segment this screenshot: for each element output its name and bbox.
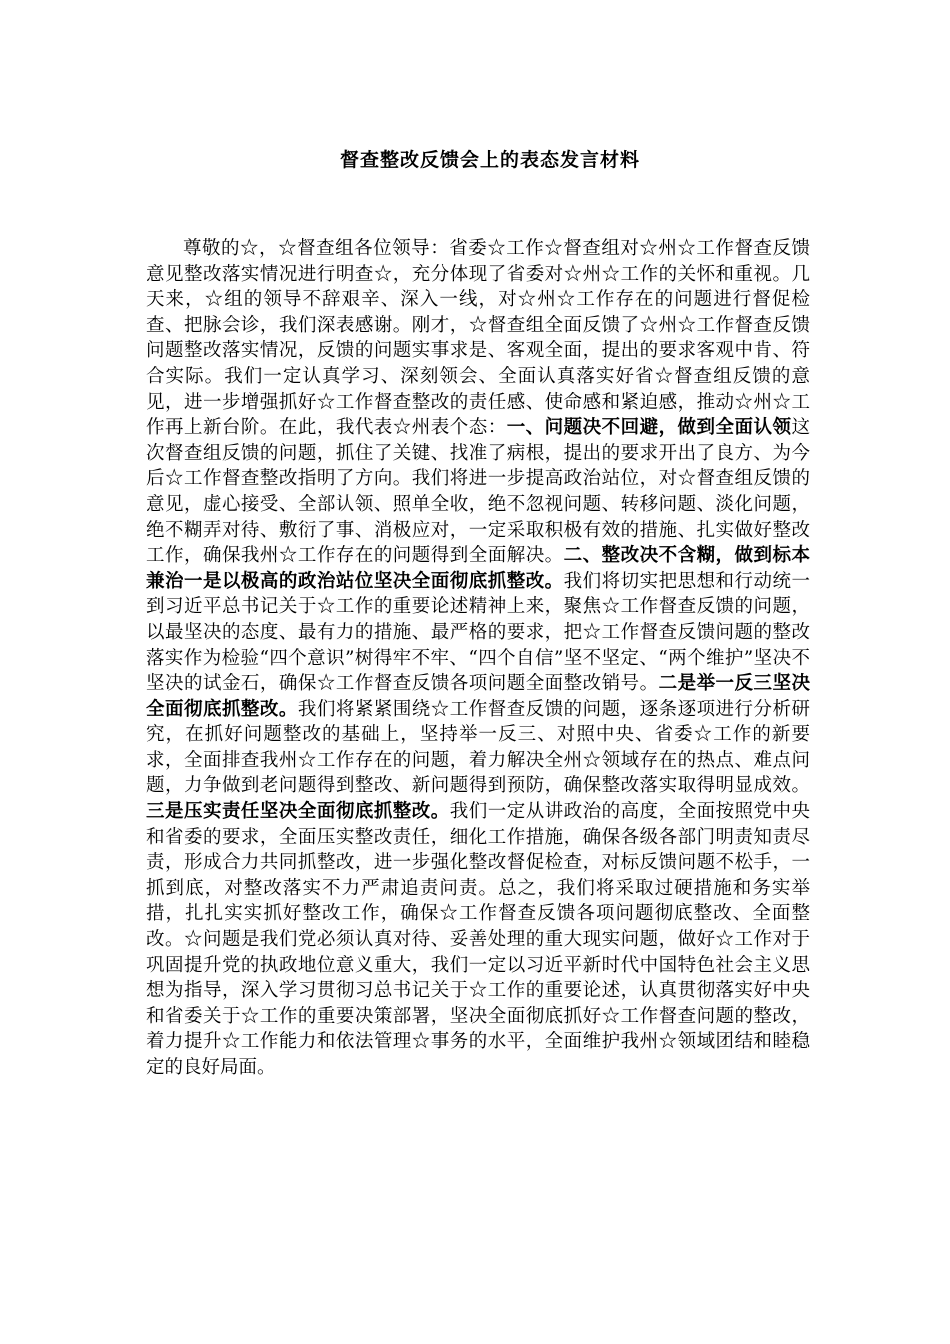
document-body-paragraph [146, 236, 810, 1081]
body-text-point-two: 我们将紧紧围绕☆工作督查反馈的问题，逐条逐项进行分析研究，在抓好问题整改的基础上，坚持举一反三、对照中央、省委☆工作的新要求，全面排查我州☆工作存在的问题，着力解决全州☆领域存在的热点、难点问题，力争做到老问题得到整改、新问题得到预防，确保整改落实取得明显成效。 [146, 698, 810, 797]
document-title: 督查整改反馈会上的表态发言材料 [339, 149, 640, 171]
heading-point-three: 三是压实责任坚决全面彻底抓整改。 [146, 801, 450, 823]
heading-one: 一、问题决不回避，做到全面认领 [506, 417, 792, 439]
body-text-section-one: 这次督查组反馈的问题，抓住了关键、找准了病根，提出的要求开出了良方、为今后☆工作督查整改指明了方向。我们将进一步提高政治站位，对☆督查组反馈的意见，虚心接受、全部认领、照单全收，绝不忽视问题、转移问题、淡化问题，绝不糊弄对待、敷衍了事、消极应对，一定采取积极有效的措施、扎实做好整改工作，确保我州☆工作存在的问题得到全面解决。 [146, 417, 810, 567]
body-text-intro: 尊敬的☆，☆督查组各位领导：省委☆工作☆督查组对☆州☆工作督查反馈意见整改落实情况进行明查☆，充分体现了省委对☆州☆工作的关怀和重视。几天来，☆组的领导不辞艰辛、深入一线，对☆州☆工作存在的问题进行督促检查、把脉会诊，我们深表感谢。刚才，☆督查组全面反馈了☆州☆工作督查反馈问题整改落实情况，反馈的问题实事求是、客观全面，提出的要求客观中肯、符合实际。我们一定认真学习、深刻领会、全面认真落实好省☆督查组反馈的意见，进一步增强抓好☆工作督查整改的责任感、使命感和紧迫感，推动☆州☆工作再上新台阶。在此，我代表☆州表个态： [146, 238, 810, 439]
body-text-point-one: 我们将切实把思想和行动统一到习近平总书记关于☆工作的重要论述精神上来，聚焦☆工作督查反馈的问题，以最坚决的态度、最有力的措施、最严格的要求，把☆工作督查反馈问题的整改落实作为检验“四个意识”树得牢不牢、“四个自信”坚不坚定、“两个维护”坚决不坚决的试金石，确保☆工作督查反馈各项问题全面整改销号。 [146, 570, 810, 695]
heading-point-two: 二是举一反三坚决全面彻底抓整改。 [146, 673, 810, 720]
heading-two: 二、整改决不含糊，做到标本兼治一是以极高的政治站位坚决全面彻底抓整改。 [146, 545, 810, 592]
body-text-point-three: 我们一定从讲政治的高度，全面按照党中央和省委的要求，全面压实整改责任，细化工作措施，确保各级各部门明责知责尽责，形成合力共同抓整改，进一步强化整改督促检查，对标反馈问题不松手，一抓到底，对整改落实不力严肃追责问责。总之，我们将采取过硬措施和务实举措，扎扎实实抓好整改工作，确保☆工作督查反馈各项问题彻底整改、全面整改。☆问题是我们党必须认真对待、妥善处理的重大现实问题，做好☆工作对于巩固提升党的执政地位意义重大，我们一定以习近平新时代中国特色社会主义思想为指导，深入学习贯彻习总书记关于☆工作的重要论述，认真贯彻落实好中央和省委关于☆工作的重要决策部署，坚决全面彻底抓好☆工作督查问题的整改，着力提升☆工作能力和依法管理☆事务的水平，全面维护我州☆领域团结和睦稳定的良好局面。 [146, 801, 810, 1078]
